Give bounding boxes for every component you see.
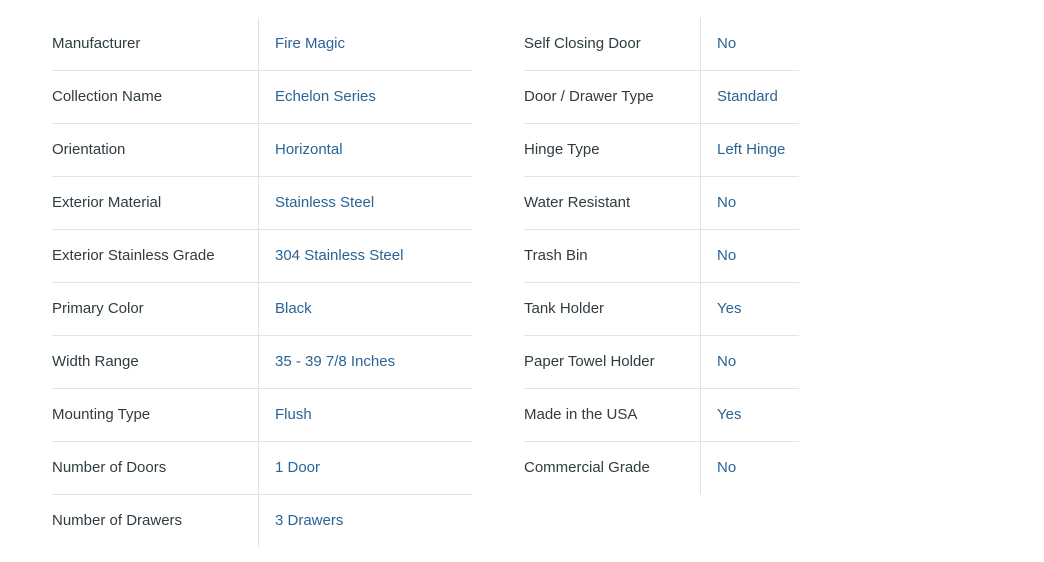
specifications-column-right (524, 18, 799, 547)
table-row (52, 124, 472, 177)
table-row (524, 283, 799, 336)
table-row (52, 389, 472, 442)
table-row (524, 230, 799, 283)
spec-label: Number of Doors (52, 442, 259, 495)
specifications-table-left-body (52, 18, 472, 547)
spec-value[interactable]: Stainless Steel (259, 177, 473, 230)
table-row (52, 18, 472, 71)
spec-label: Paper Towel Holder (524, 336, 701, 389)
spec-value[interactable]: No (717, 459, 737, 476)
spec-value[interactable]: Black (259, 283, 473, 336)
spec-label: Hinge Type (524, 124, 701, 177)
table-row (52, 336, 472, 389)
table-row (52, 71, 472, 124)
spec-label: Exterior Stainless Grade (52, 230, 259, 283)
spec-label: Water Resistant (524, 177, 701, 230)
spec-value[interactable]: 3 Drawers (275, 512, 344, 529)
specifications-table-left (52, 18, 472, 547)
spec-value[interactable]: Yes (701, 389, 800, 442)
spec-value[interactable]: No (701, 336, 800, 389)
spec-label: Trash Bin (524, 230, 701, 283)
spec-value[interactable]: No (701, 18, 800, 71)
spec-value[interactable]: Horizontal (259, 124, 473, 177)
specifications-table-right-body (524, 18, 799, 494)
spec-value[interactable]: Fire Magic (259, 18, 473, 71)
spec-label: Collection Name (52, 71, 259, 124)
spec-value[interactable]: Yes (701, 283, 800, 336)
specifications-column-left (52, 18, 472, 547)
spec-label: Primary Color (52, 283, 259, 336)
table-row (52, 442, 472, 495)
spec-value[interactable]: Echelon Series (259, 71, 473, 124)
spec-label: Mounting Type (52, 389, 259, 442)
spec-label: Tank Holder (524, 283, 701, 336)
spec-label: Door / Drawer Type (524, 71, 701, 124)
spec-label: Number of Drawers (52, 495, 259, 548)
table-row (524, 389, 799, 442)
table-row (52, 283, 472, 336)
spec-label: Exterior Material (52, 177, 259, 230)
table-row (524, 124, 799, 177)
spec-label: Self Closing Door (524, 18, 701, 71)
table-row (52, 495, 472, 548)
table-row (52, 177, 472, 230)
spec-value[interactable]: Flush (259, 389, 473, 442)
table-row (52, 230, 472, 283)
spec-label: Commercial Grade (524, 442, 701, 495)
table-row (524, 71, 799, 124)
spec-label: Made in the USA (524, 389, 701, 442)
spec-value[interactable]: 304 Stainless Steel (259, 230, 473, 283)
spec-value[interactable]: Left Hinge (701, 124, 800, 177)
spec-value[interactable]: 1 Door (259, 442, 473, 495)
spec-value[interactable]: 35 - 39 7/8 Inches (259, 336, 473, 389)
spec-value[interactable]: No (701, 230, 800, 283)
table-row (524, 18, 799, 71)
spec-value[interactable]: No (701, 177, 800, 230)
spec-value[interactable]: Standard (701, 71, 800, 124)
specifications-table-right (524, 18, 799, 494)
spec-label: Orientation (52, 124, 259, 177)
table-row (524, 336, 799, 389)
table-row (524, 177, 799, 230)
spec-label: Width Range (52, 336, 259, 389)
table-row (524, 442, 799, 495)
spec-label: Manufacturer (52, 18, 259, 71)
